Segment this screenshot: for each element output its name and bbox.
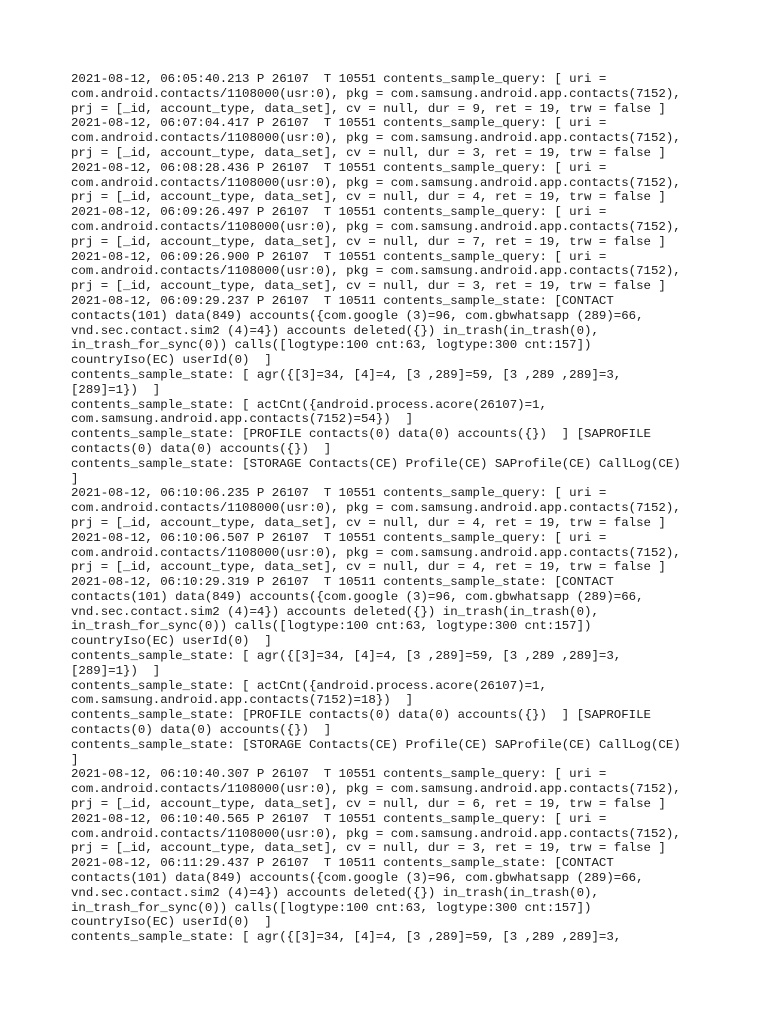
log-line: 2021-08-12, 06:11:29.437 P 26107 T 10511 contents_sample_state: [CONTACT xyxy=(71,856,614,871)
log-line: 2021-08-12, 06:08:28.436 P 26107 T 10551 contents_sample_query: [ uri = xyxy=(71,160,607,175)
log-line: 2021-08-12, 06:10:40.565 P 26107 T 10551 contents_sample_query: [ uri = xyxy=(71,811,607,826)
log-line: [289]=1}) ] xyxy=(71,382,161,397)
log-line: contents_sample_state: [STORAGE Contacts(CE) Profile(CE) SAProfile(CE) CallLog(CE) xyxy=(71,737,681,752)
log-line: contents_sample_state: [PROFILE contacts(0) data(0) accounts({}) ] [SAPROFILE xyxy=(71,708,651,723)
log-line: countryIso(EC) userId(0) ] xyxy=(71,634,272,649)
log-line: com.samsung.android.app.contacts(7152)=54}) ] xyxy=(71,412,414,427)
log-line: countryIso(EC) userId(0) ] xyxy=(71,353,272,368)
log-text-block xyxy=(71,72,761,945)
log-line: com.android.contacts/1108000(usr:0), pkg = com.samsung.android.app.contacts(7152), xyxy=(71,545,681,560)
log-line: contents_sample_state: [ agr({[3]=34, [4]=4, [3 ,289]=59, [3 ,289 ,289]=3, xyxy=(71,367,622,382)
log-line: prj = [_id, account_type, data_set], cv = null, dur = 4, ret = 19, trw = false ] xyxy=(71,190,666,205)
log-line: prj = [_id, account_type, data_set], cv = null, dur = 4, ret = 19, trw = false ] xyxy=(71,560,666,575)
log-line: prj = [_id, account_type, data_set], cv = null, dur = 9, ret = 19, trw = false ] xyxy=(71,101,666,116)
log-line: 2021-08-12, 06:07:04.417 P 26107 T 10551 contents_sample_query: [ uri = xyxy=(71,116,607,131)
log-line: contacts(101) data(849) accounts({com.google (3)=96, com.gbwhatsapp (289)=66, xyxy=(71,871,644,886)
log-line: in_trash_for_sync(0)) calls([logtype:100 cnt:63, logtype:300 cnt:157]) xyxy=(71,338,592,353)
log-line: vnd.sec.contact.sim2 (4)=4}) accounts deleted({}) in_trash(in_trash(0), xyxy=(71,604,599,619)
log-line: prj = [_id, account_type, data_set], cv = null, dur = 7, ret = 19, trw = false ] xyxy=(71,234,666,249)
log-line: com.android.contacts/1108000(usr:0), pkg = com.samsung.android.app.contacts(7152), xyxy=(71,826,681,841)
log-line: 2021-08-12, 06:09:26.900 P 26107 T 10551 contents_sample_query: [ uri = xyxy=(71,249,607,264)
log-line: ] xyxy=(71,752,79,767)
log-line: com.samsung.android.app.contacts(7152)=18}) ] xyxy=(71,693,414,708)
log-line: in_trash_for_sync(0)) calls([logtype:100 cnt:63, logtype:300 cnt:157]) xyxy=(71,619,592,634)
log-line: com.android.contacts/1108000(usr:0), pkg = com.samsung.android.app.contacts(7152), xyxy=(71,264,681,279)
log-line: prj = [_id, account_type, data_set], cv = null, dur = 3, ret = 19, trw = false ] xyxy=(71,841,666,856)
log-line: contents_sample_state: [ agr({[3]=34, [4]=4, [3 ,289]=59, [3 ,289 ,289]=3, xyxy=(71,649,622,664)
log-line: vnd.sec.contact.sim2 (4)=4}) accounts deleted({}) in_trash(in_trash(0), xyxy=(71,885,599,900)
log-line: com.android.contacts/1108000(usr:0), pkg = com.samsung.android.app.contacts(7152), xyxy=(71,782,681,797)
log-line: 2021-08-12, 06:10:06.507 P 26107 T 10551 contents_sample_query: [ uri = xyxy=(71,530,607,545)
log-line: 2021-08-12, 06:05:40.213 P 26107 T 10551 contents_sample_query: [ uri = xyxy=(71,72,607,86)
log-line: 2021-08-12, 06:10:29.319 P 26107 T 10511 contents_sample_state: [CONTACT xyxy=(71,575,614,590)
log-line: in_trash_for_sync(0)) calls([logtype:100 cnt:63, logtype:300 cnt:157]) xyxy=(71,900,592,915)
log-line: com.android.contacts/1108000(usr:0), pkg = com.samsung.android.app.contacts(7152), xyxy=(71,219,681,234)
log-line: com.android.contacts/1108000(usr:0), pkg = com.samsung.android.app.contacts(7152), xyxy=(71,175,681,190)
log-line: ] xyxy=(71,471,79,486)
log-line: prj = [_id, account_type, data_set], cv = null, dur = 4, ret = 19, trw = false ] xyxy=(71,515,666,530)
log-line: 2021-08-12, 06:10:06.235 P 26107 T 10551 contents_sample_query: [ uri = xyxy=(71,486,607,501)
log-line: vnd.sec.contact.sim2 (4)=4}) accounts deleted({}) in_trash(in_trash(0), xyxy=(71,323,599,338)
log-line: com.android.contacts/1108000(usr:0), pkg = com.samsung.android.app.contacts(7152), xyxy=(71,131,681,146)
log-line: prj = [_id, account_type, data_set], cv = null, dur = 3, ret = 19, trw = false ] xyxy=(71,145,666,160)
log-line: prj = [_id, account_type, data_set], cv = null, dur = 6, ret = 19, trw = false ] xyxy=(71,797,666,812)
log-line: 2021-08-12, 06:09:29.237 P 26107 T 10511 contents_sample_state: [CONTACT xyxy=(71,293,614,308)
log-line: com.android.contacts/1108000(usr:0), pkg = com.samsung.android.app.contacts(7152), xyxy=(71,86,681,101)
log-line: contents_sample_state: [ actCnt({android.process.acore(26107)=1, xyxy=(71,678,547,693)
log-line: contents_sample_state: [STORAGE Contacts(CE) Profile(CE) SAProfile(CE) CallLog(CE) xyxy=(71,456,681,471)
log-line: contacts(0) data(0) accounts({}) ] xyxy=(71,441,332,456)
log-line: 2021-08-12, 06:10:40.307 P 26107 T 10551 contents_sample_query: [ uri = xyxy=(71,767,607,782)
log-line: com.android.contacts/1108000(usr:0), pkg = com.samsung.android.app.contacts(7152), xyxy=(71,501,681,516)
log-line: contents_sample_state: [ actCnt({android.process.acore(26107)=1, xyxy=(71,397,547,412)
log-line: contents_sample_state: [PROFILE contacts(0) data(0) accounts({}) ] [SAPROFILE xyxy=(71,427,651,442)
log-line: contents_sample_state: [ agr({[3]=34, [4]=4, [3 ,289]=59, [3 ,289 ,289]=3, xyxy=(71,930,622,945)
log-line: 2021-08-12, 06:09:26.497 P 26107 T 10551 contents_sample_query: [ uri = xyxy=(71,205,607,220)
log-line: contacts(101) data(849) accounts({com.google (3)=96, com.gbwhatsapp (289)=66, xyxy=(71,589,644,604)
log-line: prj = [_id, account_type, data_set], cv = null, dur = 3, ret = 19, trw = false ] xyxy=(71,279,666,294)
log-line: contacts(0) data(0) accounts({}) ] xyxy=(71,723,332,738)
log-line: contacts(101) data(849) accounts({com.google (3)=96, com.gbwhatsapp (289)=66, xyxy=(71,308,644,323)
log-line: [289]=1}) ] xyxy=(71,663,161,678)
log-line: countryIso(EC) userId(0) ] xyxy=(71,915,272,930)
